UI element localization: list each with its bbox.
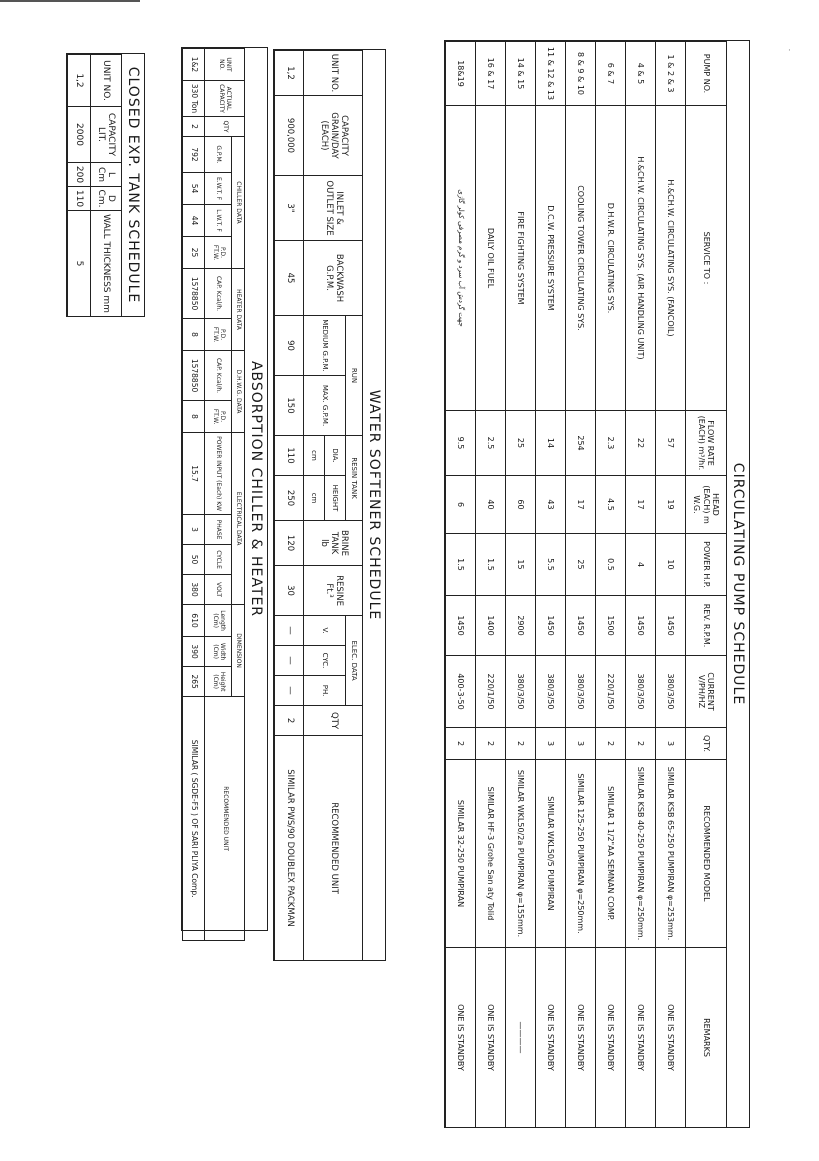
rev: 1450 <box>656 596 686 656</box>
diameter: 110 <box>68 187 91 211</box>
header-v: V. <box>304 616 346 646</box>
header-head: HEAD (EACH) m W.G. <box>686 476 727 534</box>
header-dhwg-cap: CAP. Kcal/h. <box>205 351 232 401</box>
exp-tank-table <box>67 54 122 317</box>
absorption-table <box>182 48 245 941</box>
header-length: L Cm <box>91 163 122 187</box>
qty: 3 <box>536 728 566 760</box>
rev: 1400 <box>476 596 506 656</box>
head: 6 <box>446 476 476 534</box>
heater-pd: 8 <box>183 319 205 351</box>
power-input: 15.7 <box>183 433 205 515</box>
recommended-unit: SIMILAR PWS/90 DOUBLEX PACKMAN <box>275 736 304 961</box>
header-qty: QTY <box>304 706 363 736</box>
remarks: ONE IS STANDBY <box>536 948 566 1128</box>
pump-no: 11 & 12 & 13 <box>536 42 566 106</box>
header-service-to: SERVICE TO : <box>686 106 727 411</box>
head: 17 <box>626 476 656 534</box>
header-length: Length (Cm) <box>205 605 232 637</box>
rev: 1450 <box>626 596 656 656</box>
header-dhwg-pd: P.D. FT.W. <box>205 401 232 433</box>
dhwg-pd: 8 <box>183 401 205 433</box>
elec-v: — <box>275 616 304 646</box>
inlet-outlet: 3" <box>275 176 304 241</box>
header-height: HEIGHT <box>325 476 346 521</box>
flow-rate: 2.3 <box>596 411 626 476</box>
scan-edge-line <box>0 0 140 2</box>
ewt: 54 <box>183 173 205 205</box>
circulating-pump-table <box>445 41 727 1128</box>
pump-no: 8 & 9 & 10 <box>566 42 596 106</box>
flow-rate: 25 <box>506 411 536 476</box>
qty: 2 <box>183 117 205 137</box>
chiller-pd: 25 <box>183 237 205 269</box>
length: 610 <box>183 605 205 637</box>
header-current: CURRENT V/PH/HZ <box>686 656 727 728</box>
pump-no: 6 & 7 <box>596 42 626 106</box>
service-to: H.&CH.W. CIRCULATING SYS. (AIR HANDLING UNIT) <box>626 106 656 411</box>
header-resin-tank: RESIN TANK <box>346 436 363 521</box>
qty: 2 <box>596 728 626 760</box>
header-actual-capacity: ACTUAL CAPACITY <box>205 81 245 117</box>
service-to: جهت گردش آب سرد و گرم مصرفی کولر گازی <box>446 106 476 411</box>
closed-exp-tank-schedule <box>66 53 145 317</box>
header-lwt: L.W.T. F <box>205 205 232 237</box>
pump-no: 14 & 15 <box>506 42 536 106</box>
power: 25 <box>566 534 596 596</box>
current: 220/1/50 <box>476 656 506 728</box>
header-power-input: POWER INPUT (Each) KW <box>205 433 232 515</box>
header-dia-unit: cm <box>304 436 325 476</box>
group-dimension: DIMENSION <box>232 605 245 697</box>
header-height-unit: cm <box>304 476 325 521</box>
header-ewt: E.W.T. F <box>205 173 232 205</box>
resin-dia: 110 <box>275 436 304 476</box>
power: 0.5 <box>596 534 626 596</box>
group-heater-data: HEATER DATA <box>232 269 245 351</box>
flow-rate: 57 <box>656 411 686 476</box>
width: 390 <box>183 637 205 667</box>
current: 380/3/50 <box>566 656 596 728</box>
heater-cap: 1578850 <box>183 269 205 319</box>
dhwg-cap: 1578850 <box>183 351 205 401</box>
power: 4 <box>626 534 656 596</box>
actual-capacity: 330 Ton <box>183 81 205 117</box>
pump-no: 4 & 5 <box>626 42 656 106</box>
header-phase: PHASE <box>205 515 232 545</box>
table-row <box>626 42 656 1128</box>
absorption-title: ABSORPTION CHILLER & HEATER <box>248 360 264 618</box>
service-to: COOLING TOWER CIRCULATING SYS. <box>566 106 596 411</box>
header-row-1 <box>346 51 363 961</box>
head: 4.5 <box>596 476 626 534</box>
service-to: DAILY OIL FUEL <box>476 106 506 411</box>
table-row <box>275 51 304 961</box>
service-to: H.&CH.W. CIRCULATING SYS. (FANCOIL) <box>656 106 686 411</box>
unit-no: 1&2 <box>183 49 205 81</box>
header-power: POWER H.P. <box>686 534 727 596</box>
table-row <box>446 42 476 1128</box>
header-inlet-outlet: INLET & OUTLET SIZE <box>304 176 363 241</box>
height: 265 <box>183 667 205 697</box>
unit-no: 1,2 <box>68 55 91 107</box>
table-row <box>68 55 91 317</box>
header-qty: QTY. <box>686 728 727 760</box>
run-max: 150 <box>275 376 304 436</box>
flow-rate: 22 <box>626 411 656 476</box>
circulating-pump-title: CIRCULATING PUMP SCHEDULE <box>730 462 746 706</box>
flow-rate: 254 <box>566 411 596 476</box>
header-resine: RESINE Ft.³ <box>304 566 363 616</box>
qty: 2 <box>446 728 476 760</box>
run-medium: 90 <box>275 316 304 376</box>
cycle: 50 <box>183 545 205 575</box>
group-dhwg-data: D.H.W.G. DATA <box>232 351 245 433</box>
water-softener-table <box>274 50 363 961</box>
header-backwash: BACKWASH G.P.M. <box>304 241 363 316</box>
pump-no: 16 & 17 <box>476 42 506 106</box>
qty: 3 <box>656 728 686 760</box>
service-to: D.H.W.R. CIRCULATING SYS. <box>596 106 626 411</box>
header-unit-no: UNIT NO. <box>91 55 122 107</box>
lwt: 44 <box>183 205 205 237</box>
current: 380/3/50 <box>656 656 686 728</box>
header-cyc: CYC. <box>304 646 346 676</box>
header-rev: REV. R.P.M. <box>686 596 727 656</box>
header-elec-data: ELEC. DATA <box>346 616 363 706</box>
header-wall-thickness: WALL THICKNESS mm <box>91 211 122 317</box>
flow-rate: 2.5 <box>476 411 506 476</box>
power: 5.5 <box>536 534 566 596</box>
resine: 30 <box>275 566 304 616</box>
header-unit-no: UNIT NO. <box>205 49 245 81</box>
header-heater-cap: CAP. Kcal/h. <box>205 269 232 319</box>
remarks: ONE IS STANDBY <box>476 948 506 1128</box>
header-recommended-unit: RECOMMENDED UNIT <box>304 736 363 961</box>
resin-height: 250 <box>275 476 304 521</box>
header-recommended-unit: RECOMMENDED UNIT <box>205 697 245 941</box>
rev: 2900 <box>506 596 536 656</box>
header-remarks: REMARKS <box>686 948 727 1128</box>
header-dia: DIA. <box>325 436 346 476</box>
rev: 1500 <box>596 596 626 656</box>
recommended-model: SIMILAR KSB 40-250 PUMPIRAN φ=250mm. <box>626 760 656 948</box>
recommended-model: SIMILAR HF-3 Grohe San aty Tolid <box>476 760 506 948</box>
header-capacity: CAPACITY LIT. <box>91 107 122 163</box>
header-unit-no: UNIT NO. <box>304 51 363 96</box>
head: 60 <box>506 476 536 534</box>
group-header-row <box>232 49 245 941</box>
brine-tank: 120 <box>275 521 304 566</box>
pump-no: 1 & 2 & 3 <box>656 42 686 106</box>
header-ph: PH. <box>304 676 346 706</box>
recommended-model: SIMILAR 125-250 PUMPIRAN φ=250mm. <box>566 760 596 948</box>
power: 1.5 <box>476 534 506 596</box>
service-to: FIRE FIGHTING SYSTEM <box>506 106 536 411</box>
remarks: ONE IS STANDBY <box>596 948 626 1128</box>
power: 10 <box>656 534 686 596</box>
header-width: Width (Cm) <box>205 637 232 667</box>
remarks: ONE IS STANDBY <box>446 948 476 1128</box>
header-heater-pd: P.D. FT.W. <box>205 319 232 351</box>
flow-rate: 14 <box>536 411 566 476</box>
service-to: D.C.W. PRESSURE SYSTEM <box>536 106 566 411</box>
qty: 2 <box>506 728 536 760</box>
unit-no: 1,2 <box>275 51 304 96</box>
head: 43 <box>536 476 566 534</box>
elec-cyc: — <box>275 646 304 676</box>
circulating-pump-schedule <box>444 40 750 1128</box>
header-height: Height (Cm) <box>205 667 232 697</box>
header-chiller-pd: P.D. FT.W. <box>205 237 232 269</box>
head: 40 <box>476 476 506 534</box>
current: 380/3/50 <box>536 656 566 728</box>
header-gpm: G.P.M. <box>205 137 232 173</box>
qty: 2 <box>626 728 656 760</box>
remarks: ONE IS STANDBY <box>626 948 656 1128</box>
qty: 2 <box>275 706 304 736</box>
gpm: 792 <box>183 137 205 173</box>
current: 400-3-50 <box>446 656 476 728</box>
length: 200 <box>68 163 91 187</box>
pump-no: 18&19 <box>446 42 476 106</box>
phase: 3 <box>183 515 205 545</box>
rev: 1450 <box>536 596 566 656</box>
recommended-model: SIMILAR WKL50/2a PUMPIRAN φ=155mm. <box>506 760 536 948</box>
header-qty: QTY <box>205 117 245 137</box>
elec-ph: — <box>275 676 304 706</box>
recommended-model: SIMILAR WKL50/5 PUMPIRAN <box>536 760 566 948</box>
recommended-model: SIMILAR 32-250 PUMPIRAN <box>446 760 476 948</box>
capacity: 900,000 <box>275 96 304 176</box>
recommended-model: SIMILAR 1 1/2"AA SEMNAN COMP. <box>596 760 626 948</box>
remarks: ———— <box>506 948 536 1128</box>
flow-rate: 9.5 <box>446 411 476 476</box>
recommended-unit: SIMILAR ( SGDE-F5 ) OF SARI PLIYA Comp. <box>183 697 205 941</box>
table-row <box>183 49 205 941</box>
absorption-chiller-heater <box>181 47 268 931</box>
group-chiller-data: CHILLER DATA <box>232 137 245 269</box>
backwash: 45 <box>275 241 304 316</box>
header-max: MAX. G.P.M. <box>304 376 346 436</box>
table-row <box>656 42 686 1128</box>
table-row <box>566 42 596 1128</box>
capacity: 2000 <box>68 107 91 163</box>
scan-speck: · <box>788 46 791 56</box>
power: 1.5 <box>446 534 476 596</box>
remarks: ONE IS STANDBY <box>656 948 686 1128</box>
water-softener-title: WATER SOFTENER SCHEDULE <box>366 389 382 621</box>
header-cycle: CYCLE <box>205 545 232 575</box>
table-row <box>596 42 626 1128</box>
recommended-model: SIMILAR KSB 65-250 PUMPIRAN φ=253mm. <box>656 760 686 948</box>
table-row <box>476 42 506 1128</box>
current: 380/3/50 <box>626 656 656 728</box>
header-brine-tank: BRINE TANK lb <box>304 521 363 566</box>
table-row <box>506 42 536 1128</box>
exp-tank-title: CLOSED EXP. TANK SCHEDULE <box>125 66 141 304</box>
qty: 3 <box>566 728 596 760</box>
header-row <box>686 42 727 1128</box>
table-row <box>536 42 566 1128</box>
header-row <box>91 55 122 317</box>
current: 220/1/50 <box>596 656 626 728</box>
rev: 1450 <box>566 596 596 656</box>
head: 19 <box>656 476 686 534</box>
header-capacity: CAPACITY GRAIN/DAY (EACH) <box>304 96 363 176</box>
header-recommended-model: RECOMMENDED MODEL <box>686 760 727 948</box>
current: 380/3/50 <box>506 656 536 728</box>
header-pump-no: PUMP NO. <box>686 42 727 106</box>
rev: 1450 <box>446 596 476 656</box>
wall-thickness: 5 <box>68 211 91 317</box>
header-volt: VOLT <box>205 575 232 605</box>
header-diameter: D Cm. <box>91 187 122 211</box>
header-flow-rate: FLOW RATE (EACH) m³/hr. <box>686 411 727 476</box>
volt: 380 <box>183 575 205 605</box>
head: 17 <box>566 476 596 534</box>
remarks: ONE IS STANDBY <box>566 948 596 1128</box>
group-electrical-data: ELECTRICAL DATA <box>232 433 245 605</box>
power: 15 <box>506 534 536 596</box>
header-medium: MEDIUM G.P.M. <box>304 316 346 376</box>
water-softener-schedule <box>273 49 386 961</box>
header-run: RUN <box>346 316 363 436</box>
qty: 2 <box>476 728 506 760</box>
